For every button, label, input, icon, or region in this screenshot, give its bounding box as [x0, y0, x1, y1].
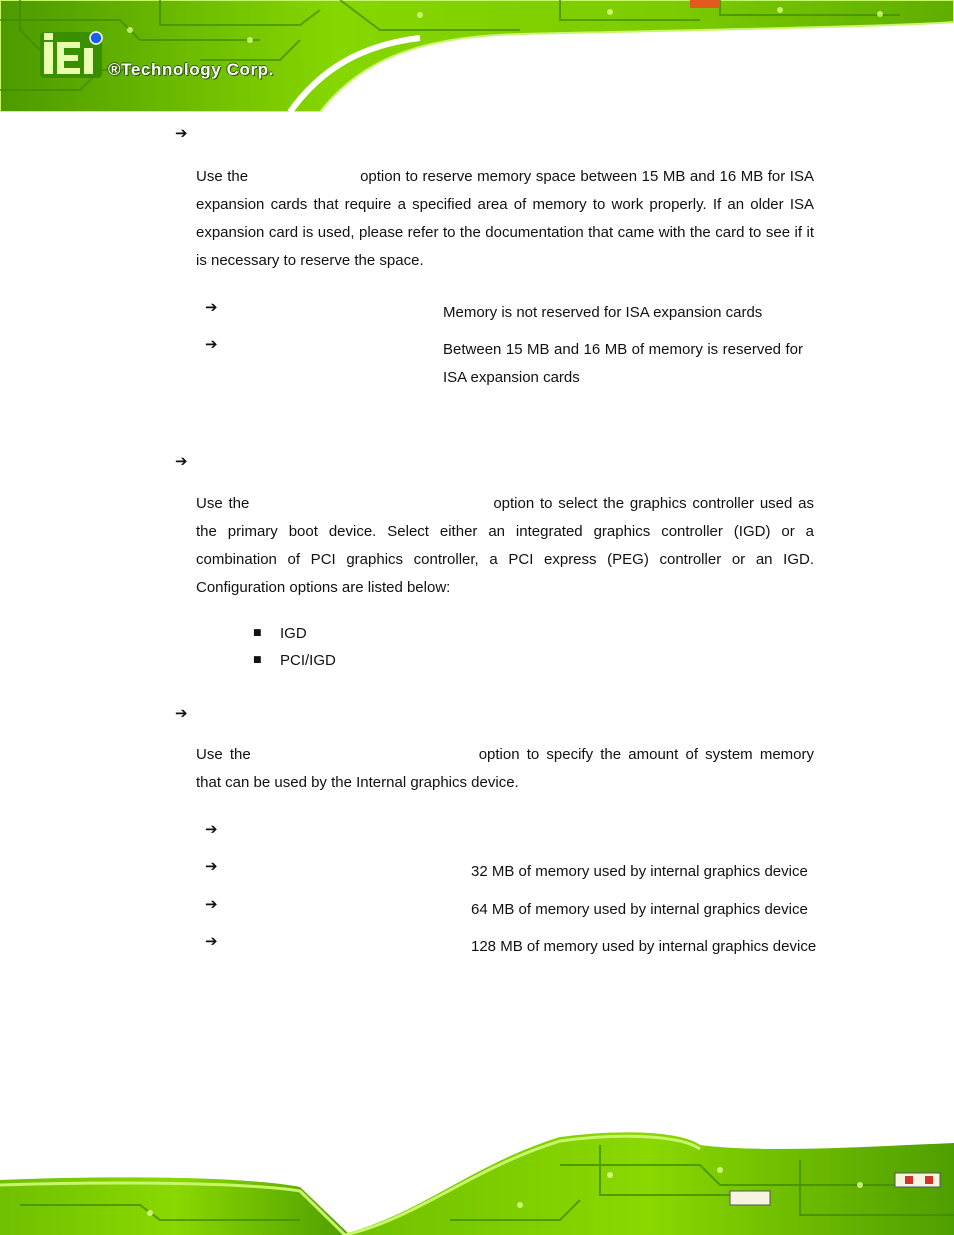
iei-logo-icon	[40, 32, 102, 78]
option-arrow-icon: ➔	[205, 895, 218, 913]
para-body: option to select the graphics controller used as the primary boot device. Select either an integrated graphics controller (IGD) or a combination of PCI graphics controller, a PCI express (PEG) controller or an IGD. Configuration options are listed below:	[196, 495, 814, 596]
option-arrow-icon: ➔	[205, 932, 218, 950]
option-description: 128 MB of memory used by internal graphics device	[471, 938, 817, 955]
page-header-banner	[0, 0, 954, 112]
option-arrow-icon: ➔	[205, 298, 218, 316]
option-description: 32 MB of memory used by internal graphics device	[471, 863, 808, 880]
option-description: 64 MB of memory used by internal graphics device	[471, 901, 808, 918]
para-lead: Use the	[196, 495, 250, 512]
section2-paragraph	[196, 490, 814, 602]
circuit-board-footer-graphic	[0, 1125, 954, 1235]
section-arrow-icon: ➔	[175, 452, 188, 470]
bullet-item: PCI/IGD	[280, 652, 336, 669]
page-footer-banner	[0, 1125, 954, 1235]
company-name: ®Technology Corp.	[108, 60, 274, 79]
option-arrow-icon: ➔	[205, 820, 218, 838]
circuit-board-header-graphic	[0, 0, 954, 112]
bullet-icon: ■	[253, 628, 262, 638]
para-body: option to reserve memory space between 15 MB and 16 MB for ISA expansion cards that require a specified area of memory to work properly. If an older ISA expansion card is used, please refer to the documentation that came with the card to see if it is necessary to reserve the space.	[196, 168, 814, 269]
option-description: Between 15 MB and 16 MB of memory is reserved for ISA expansion cards	[443, 341, 803, 386]
section-arrow-icon: ➔	[175, 704, 188, 722]
section1-paragraph	[196, 163, 814, 275]
section-arrow-icon: ➔	[175, 124, 188, 142]
section3-paragraph	[196, 741, 814, 797]
option-description: Memory is not reserved for ISA expansion cards	[443, 304, 763, 321]
para-lead: Use the	[196, 168, 249, 185]
bullet-icon: ■	[253, 655, 262, 665]
para-body: option to specify the amount of system memory that can be used by the Internal graphics device.	[196, 746, 814, 791]
option-arrow-icon: ➔	[205, 335, 218, 353]
bullet-item: IGD	[280, 625, 307, 642]
option-arrow-icon: ➔	[205, 857, 218, 875]
para-lead: Use the	[196, 746, 251, 763]
